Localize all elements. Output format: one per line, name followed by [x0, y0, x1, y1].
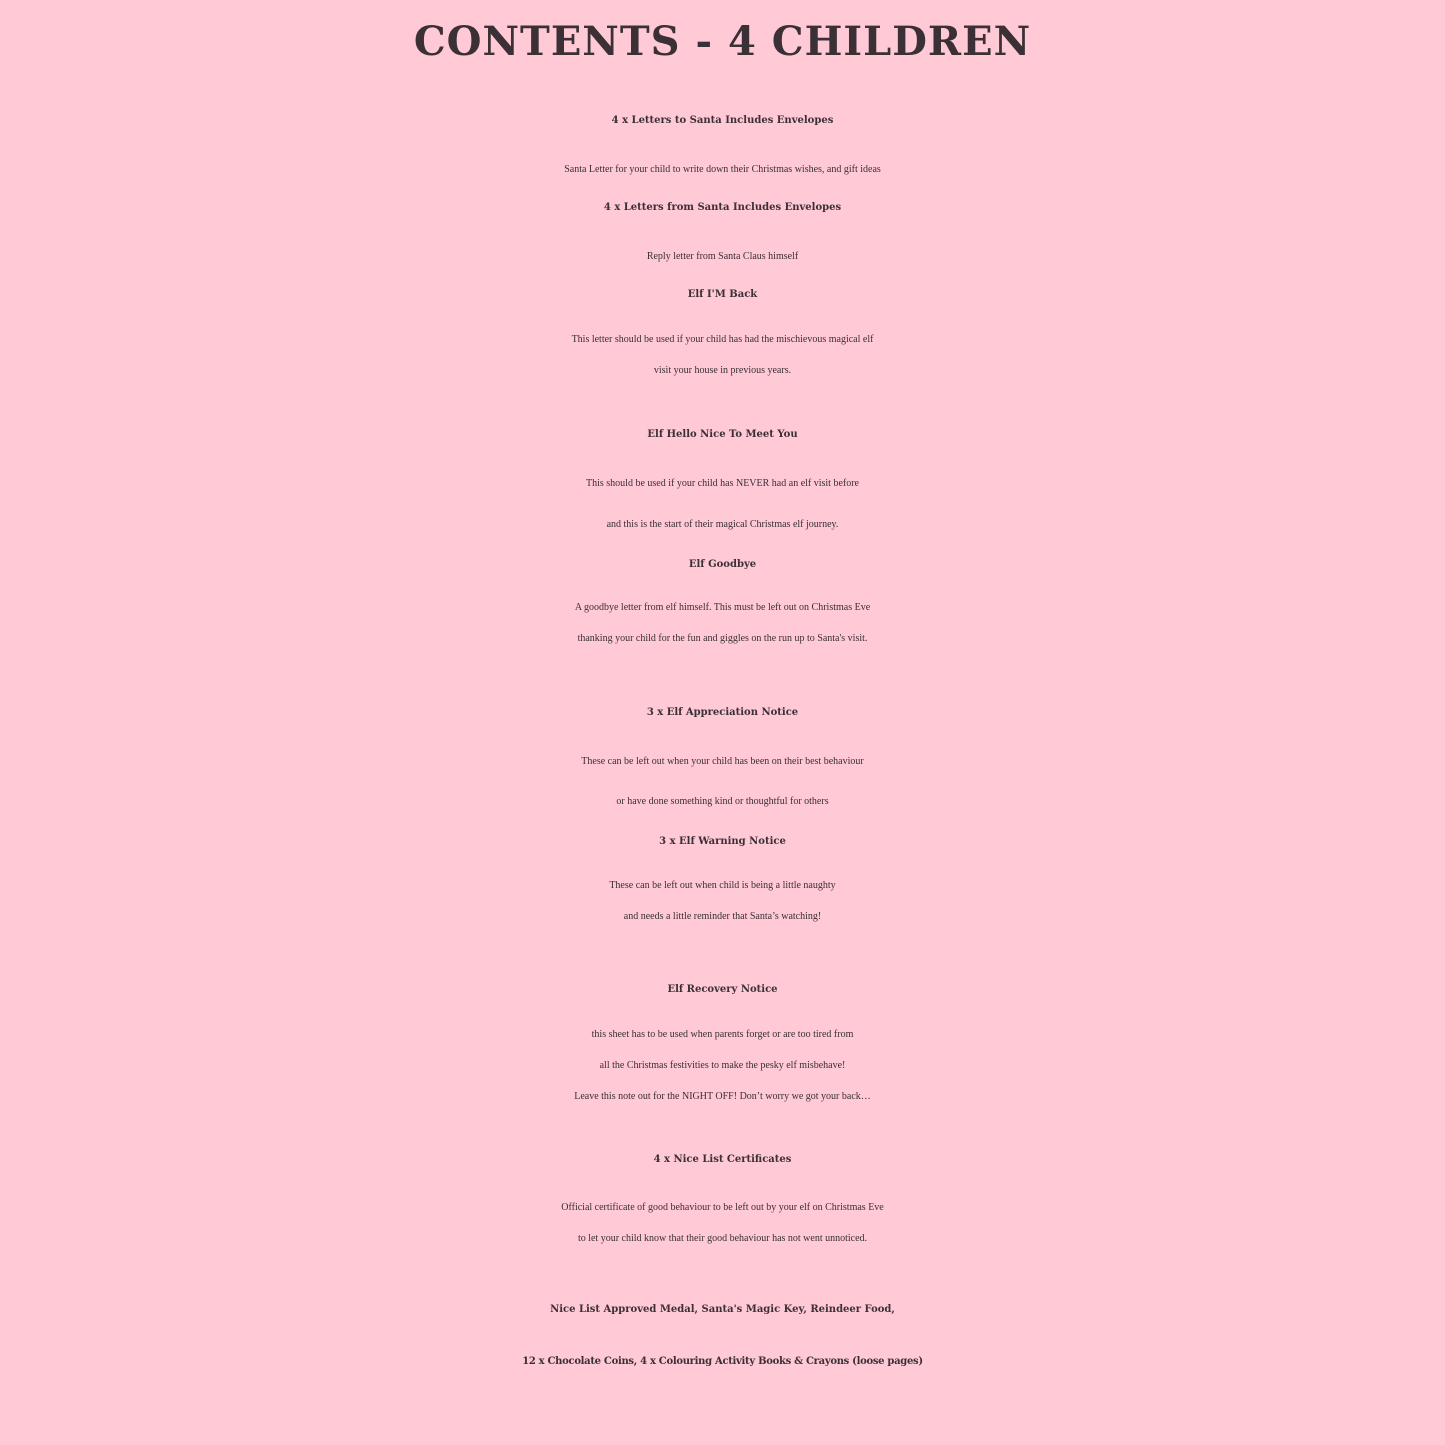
- section-description-line: this sheet has to be used when parents forget or are too tired from: [591, 1029, 854, 1040]
- section-description-line: These can be left out when child is being a little naughty: [609, 880, 836, 891]
- section-description-line: These can be left out when your child has been on their best behaviour: [581, 756, 864, 767]
- section-description-line: thanking your child for the fun and giggles on the run up to Santa's visit.: [577, 633, 868, 644]
- section-description-line: and this is the start of their magical Christmas elf journey.: [606, 519, 839, 530]
- footer-extras-line: 12 x Chocolate Coins, 4 x Colouring Activity Books & Crayons (loose pages): [522, 1356, 923, 1367]
- section-description-line: Reply letter from Santa Claus himself: [646, 251, 799, 262]
- section-description-line: This letter should be used if your child has had the mischievous magical elf: [571, 334, 874, 345]
- section-description-line: Official certificate of good behaviour to be left out by your elf on Christmas Eve: [561, 1202, 884, 1213]
- page-title: CONTENTS - 4 CHILDREN: [413, 18, 1032, 65]
- footer-extras-line: Nice List Approved Medal, Santa's Magic Key, Reindeer Food,: [550, 1304, 895, 1315]
- section-description-line: or have done something kind or thoughtful for others: [616, 796, 829, 807]
- section-description-line: visit your house in previous years.: [653, 365, 792, 376]
- section-description-line: A goodbye letter from elf himself. This must be left out on Christmas Eve: [574, 602, 871, 613]
- section-heading-letters-to-santa: 4 x Letters to Santa Includes Envelopes: [611, 115, 834, 126]
- section-description-line: Santa Letter for your child to write down their Christmas wishes, and gift ideas: [564, 164, 881, 175]
- section-heading-recovery-notice: Elf Recovery Notice: [667, 984, 778, 995]
- section-heading-elf-hello: Elf Hello Nice To Meet You: [647, 429, 798, 440]
- section-heading-elf-im-back: Elf I'M Back: [687, 289, 758, 300]
- section-description-line: and needs a little reminder that Santa’s watching!: [623, 911, 822, 922]
- section-description-line: to let your child know that their good behaviour has not went unnoticed.: [577, 1233, 868, 1244]
- section-heading-letters-from-santa: 4 x Letters from Santa Includes Envelopes: [603, 202, 842, 213]
- section-heading-elf-goodbye: Elf Goodbye: [688, 559, 757, 570]
- section-heading-nice-list-certificates: 4 x Nice List Certificates: [653, 1154, 792, 1165]
- section-heading-warning-notice: 3 x Elf Warning Notice: [659, 836, 786, 847]
- section-description-line: This should be used if your child has NEVER had an elf visit before: [586, 478, 859, 489]
- section-heading-appreciation-notice: 3 x Elf Appreciation Notice: [646, 707, 799, 718]
- section-description-line: Leave this note out for the NIGHT OFF! Don’t worry we got your back…: [574, 1091, 871, 1102]
- section-description-line: all the Christmas festivities to make the pesky elf misbehave!: [599, 1060, 846, 1071]
